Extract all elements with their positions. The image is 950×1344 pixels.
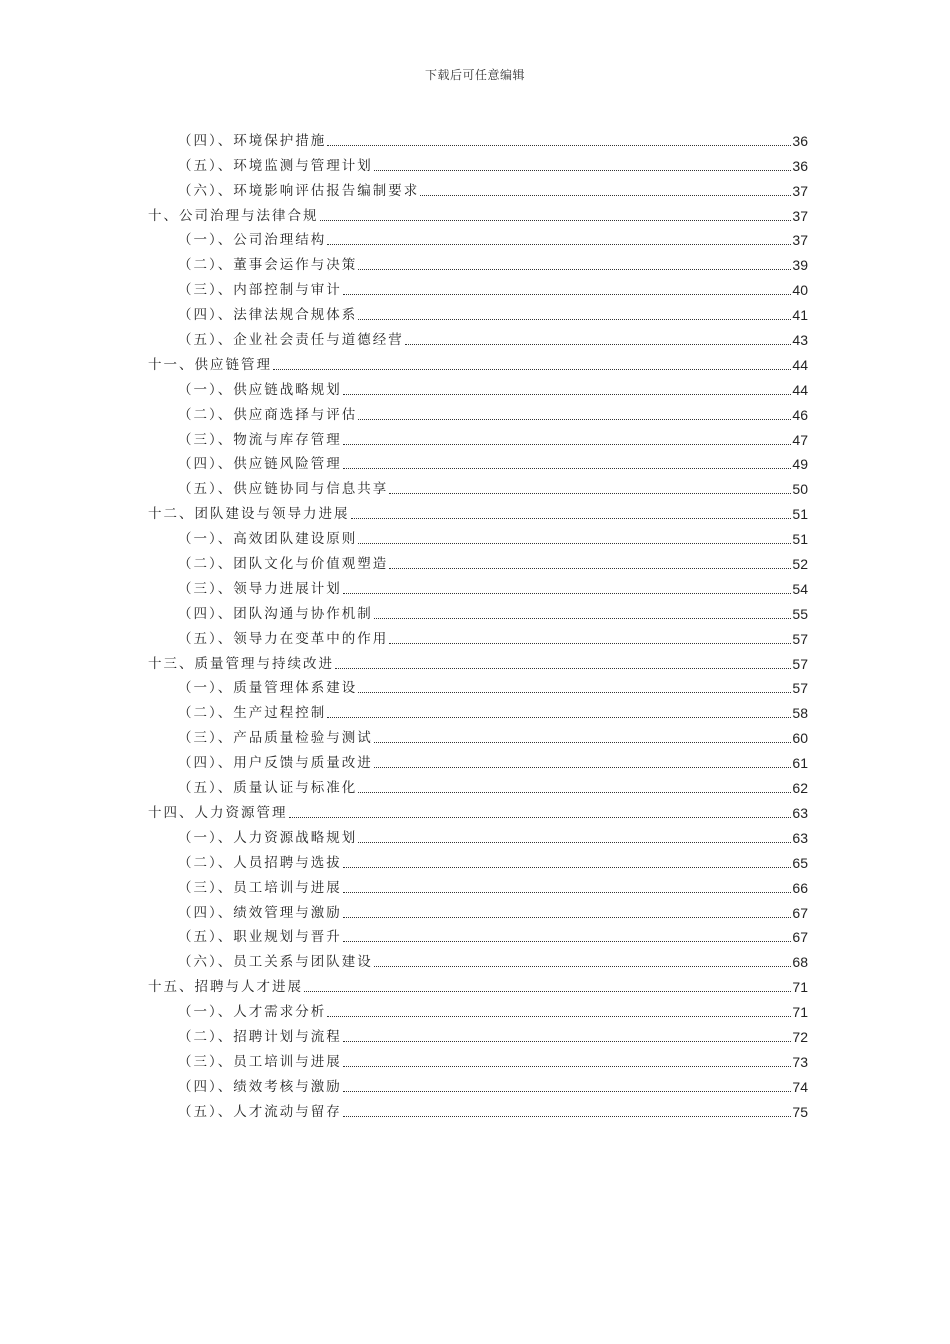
toc-entry-title: 十一、供应链管理 — [148, 356, 272, 373]
toc-dot-leader — [351, 517, 792, 519]
toc-dot-leader — [358, 318, 791, 320]
toc-entry-page-number: 63 — [792, 804, 808, 821]
toc-entry-page-number: 51 — [792, 506, 808, 523]
toc-entry-page-number: 68 — [792, 954, 808, 971]
toc-dot-leader — [343, 940, 792, 942]
toc-dot-leader — [405, 343, 792, 345]
toc-dot-leader — [327, 716, 791, 718]
toc-entry-page-number: 44 — [792, 381, 808, 398]
toc-entry-title: （二）、生产过程控制 — [178, 705, 327, 722]
toc-entry-page-number: 41 — [792, 307, 808, 324]
toc-entry-title: （二）、团队文化与价值观塑造 — [178, 556, 389, 573]
toc-section-entry[interactable] — [148, 399, 808, 424]
toc-chapter-entry[interactable] — [148, 971, 808, 996]
toc-entry-title: （三）、物流与库存管理 — [178, 431, 342, 448]
toc-section-entry[interactable] — [148, 673, 808, 698]
toc-section-entry[interactable] — [148, 772, 808, 797]
toc-section-entry[interactable] — [148, 1046, 808, 1071]
toc-dot-leader — [358, 542, 791, 544]
toc-entry-title: （三）、员工培训与进展 — [178, 1053, 342, 1070]
toc-entry-title: （一）、供应链战略规划 — [178, 381, 342, 398]
toc-dot-leader — [420, 194, 791, 196]
toc-dot-leader — [389, 492, 791, 494]
toc-entry-title: （六）、环境影响评估报告编制要求 — [178, 182, 420, 199]
toc-entry-page-number: 67 — [792, 929, 808, 946]
toc-entry-title: （六）、员工关系与团队建设 — [178, 954, 373, 971]
toc-section-entry[interactable] — [148, 225, 808, 250]
toc-entry-page-number: 67 — [792, 904, 808, 921]
toc-entry-page-number: 39 — [792, 257, 808, 274]
toc-entry-title: （三）、员工培训与进展 — [178, 879, 342, 896]
toc-entry-title: （二）、董事会运作与决策 — [178, 257, 358, 274]
toc-dot-leader — [374, 741, 792, 743]
toc-entry-title: （一）、人力资源战略规划 — [178, 829, 358, 846]
toc-section-entry[interactable] — [148, 523, 808, 548]
toc-section-entry[interactable] — [148, 249, 808, 274]
toc-entry-title: （五）、企业社会责任与道德经营 — [178, 332, 404, 349]
toc-entry-title: （四）、环境保护措施 — [178, 132, 327, 149]
toc-section-entry[interactable] — [148, 150, 808, 175]
toc-dot-leader — [389, 567, 791, 569]
toc-dot-leader — [343, 916, 792, 918]
toc-dot-leader — [335, 667, 791, 669]
toc-entry-title: （五）、人才流动与留存 — [178, 1103, 342, 1120]
toc-section-entry[interactable] — [148, 374, 808, 399]
toc-entry-page-number: 37 — [792, 207, 808, 224]
toc-dot-leader — [304, 990, 791, 992]
toc-section-entry[interactable] — [148, 722, 808, 747]
toc-entry-page-number: 75 — [792, 1103, 808, 1120]
toc-entry-page-number: 57 — [792, 630, 808, 647]
toc-entry-page-number: 37 — [792, 232, 808, 249]
toc-section-entry[interactable] — [148, 996, 808, 1021]
toc-entry-page-number: 63 — [792, 829, 808, 846]
toc-chapter-entry[interactable] — [148, 200, 808, 225]
toc-dot-leader — [343, 293, 792, 295]
toc-dot-leader — [374, 169, 792, 171]
toc-entry-title: （一）、高效团队建设原则 — [178, 531, 358, 548]
toc-entry-page-number: 62 — [792, 780, 808, 797]
toc-entry-page-number: 37 — [792, 182, 808, 199]
toc-dot-leader — [343, 1065, 792, 1067]
toc-entry-title: （一）、公司治理结构 — [178, 232, 327, 249]
toc-entry-page-number: 46 — [792, 406, 808, 423]
toc-section-entry[interactable] — [148, 299, 808, 324]
toc-entry-page-number: 40 — [792, 282, 808, 299]
toc-dot-leader — [343, 1115, 792, 1117]
toc-section-entry[interactable] — [148, 872, 808, 897]
toc-entry-title: （四）、团队沟通与协作机制 — [178, 605, 373, 622]
toc-entry-title: （五）、领导力在变革中的作用 — [178, 630, 389, 647]
toc-entry-page-number: 54 — [792, 580, 808, 597]
toc-entry-title: （四）、用户反馈与质量改进 — [178, 755, 373, 772]
toc-entry-page-number: 61 — [792, 755, 808, 772]
toc-entry-title: （四）、法律法规合规体系 — [178, 307, 358, 324]
toc-section-entry[interactable] — [148, 424, 808, 449]
toc-entry-title: 十四、人力资源管理 — [148, 804, 288, 821]
toc-entry-title: （二）、供应商选择与评估 — [178, 406, 358, 423]
toc-entry-page-number: 52 — [792, 556, 808, 573]
toc-entry-page-number: 55 — [792, 605, 808, 622]
table-of-contents — [148, 125, 808, 1121]
toc-entry-page-number: 72 — [792, 1028, 808, 1045]
toc-entry-page-number: 60 — [792, 730, 808, 747]
toc-section-entry[interactable] — [148, 473, 808, 498]
toc-entry-title: （三）、产品质量检验与测试 — [178, 730, 373, 747]
toc-entry-title: （四）、供应链风险管理 — [178, 456, 342, 473]
toc-entry-page-number: 44 — [792, 356, 808, 373]
toc-section-entry[interactable] — [148, 598, 808, 623]
toc-dot-leader — [289, 816, 792, 818]
toc-section-entry[interactable] — [148, 175, 808, 200]
toc-dot-leader — [374, 965, 792, 967]
toc-dot-leader — [327, 144, 791, 146]
toc-section-entry[interactable] — [148, 573, 808, 598]
toc-section-entry[interactable] — [148, 747, 808, 772]
toc-chapter-entry[interactable] — [148, 498, 808, 523]
toc-dot-leader — [358, 418, 791, 420]
toc-chapter-entry[interactable] — [148, 648, 808, 673]
toc-entry-page-number: 74 — [792, 1078, 808, 1095]
toc-entry-title: （三）、内部控制与审计 — [178, 282, 342, 299]
toc-dot-leader — [273, 368, 791, 370]
toc-entry-page-number: 57 — [792, 680, 808, 697]
toc-section-entry[interactable] — [148, 897, 808, 922]
toc-section-entry[interactable] — [148, 1021, 808, 1046]
toc-section-entry[interactable] — [148, 922, 808, 947]
toc-dot-leader — [389, 642, 791, 644]
toc-entry-title: （二）、招聘计划与流程 — [178, 1028, 342, 1045]
toc-section-entry[interactable] — [148, 847, 808, 872]
toc-section-entry[interactable] — [148, 822, 808, 847]
toc-entry-title: （一）、质量管理体系建设 — [178, 680, 358, 697]
toc-section-entry[interactable] — [148, 274, 808, 299]
toc-dot-leader — [343, 443, 792, 445]
toc-entry-page-number: 58 — [792, 705, 808, 722]
toc-entry-page-number: 65 — [792, 854, 808, 871]
toc-entry-title: （二）、人员招聘与选拔 — [178, 854, 342, 871]
toc-chapter-entry[interactable] — [148, 349, 808, 374]
toc-entry-title: （五）、质量认证与标准化 — [178, 780, 358, 797]
toc-entry-title: 十三、质量管理与持续改进 — [148, 655, 334, 672]
toc-entry-page-number: 43 — [792, 332, 808, 349]
toc-entry-page-number: 66 — [792, 879, 808, 896]
toc-entry-title: 十五、招聘与人才进展 — [148, 979, 303, 996]
toc-dot-leader — [358, 691, 791, 693]
toc-chapter-entry[interactable] — [148, 797, 808, 822]
toc-dot-leader — [327, 243, 791, 245]
toc-entry-title: （四）、绩效考核与激励 — [178, 1078, 342, 1095]
toc-section-entry[interactable] — [148, 623, 808, 648]
toc-entry-title: （一）、人才需求分析 — [178, 1004, 327, 1021]
toc-dot-leader — [358, 791, 791, 793]
toc-dot-leader — [358, 841, 791, 843]
toc-dot-leader — [320, 219, 792, 221]
toc-section-entry[interactable] — [148, 324, 808, 349]
toc-entry-page-number: 50 — [792, 481, 808, 498]
toc-dot-leader — [343, 1040, 792, 1042]
toc-dot-leader — [343, 393, 792, 395]
toc-dot-leader — [374, 766, 792, 768]
toc-entry-page-number: 49 — [792, 456, 808, 473]
toc-dot-leader — [327, 1015, 791, 1017]
toc-entry-page-number: 71 — [792, 1004, 808, 1021]
toc-dot-leader — [343, 866, 792, 868]
toc-section-entry[interactable] — [148, 125, 808, 150]
toc-entry-title: （五）、职业规划与晋升 — [178, 929, 342, 946]
toc-dot-leader — [343, 592, 792, 594]
toc-entry-page-number: 47 — [792, 431, 808, 448]
toc-dot-leader — [358, 268, 791, 270]
toc-entry-page-number: 71 — [792, 979, 808, 996]
toc-section-entry[interactable] — [148, 697, 808, 722]
toc-entry-page-number: 36 — [792, 132, 808, 149]
toc-section-entry[interactable] — [148, 1096, 808, 1121]
toc-section-entry[interactable] — [148, 449, 808, 474]
toc-entry-title: 十二、团队建设与领导力进展 — [148, 506, 350, 523]
toc-dot-leader — [343, 1090, 792, 1092]
toc-entry-page-number: 51 — [792, 531, 808, 548]
toc-entry-title: （五）、供应链协同与信息共享 — [178, 481, 389, 498]
toc-entry-title: （三）、领导力进展计划 — [178, 580, 342, 597]
toc-section-entry[interactable] — [148, 946, 808, 971]
toc-section-entry[interactable] — [148, 1071, 808, 1096]
page-header: 下载后可任意编辑 — [424, 68, 525, 82]
toc-entry-title: （四）、绩效管理与激励 — [178, 904, 342, 921]
toc-entry-title: 十、公司治理与法律合规 — [148, 207, 319, 224]
toc-dot-leader — [343, 467, 792, 469]
toc-entry-page-number: 57 — [792, 655, 808, 672]
toc-entry-title: （五）、环境监测与管理计划 — [178, 157, 373, 174]
toc-section-entry[interactable] — [148, 548, 808, 573]
toc-entry-page-number: 36 — [792, 157, 808, 174]
toc-dot-leader — [343, 891, 792, 893]
toc-entry-page-number: 73 — [792, 1053, 808, 1070]
toc-dot-leader — [374, 617, 792, 619]
